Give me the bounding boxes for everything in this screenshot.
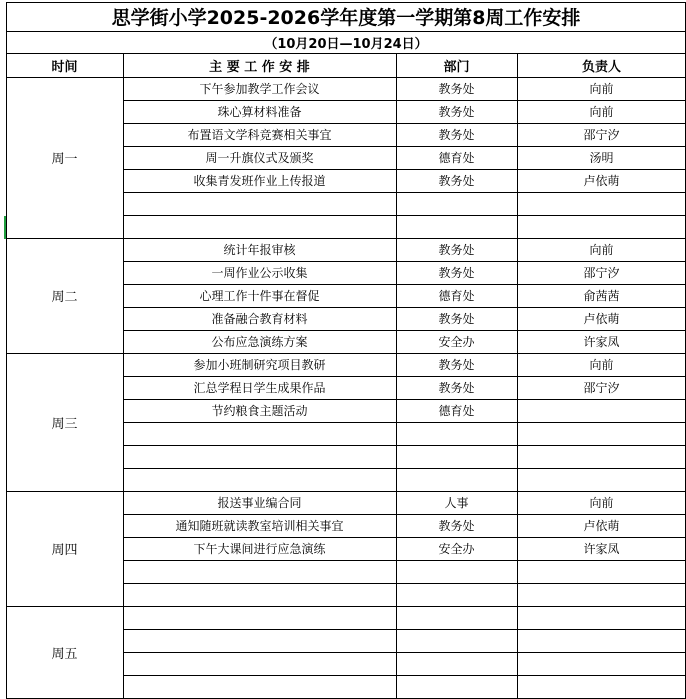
task-cell[interactable]: 一周作业公示收集 xyxy=(211,266,308,280)
owner-cell[interactable]: 卢依萌 xyxy=(583,174,620,188)
task-cell[interactable]: 周一升旗仪式及颁奖 xyxy=(205,151,314,165)
grid-line-horizontal xyxy=(123,399,686,400)
task-cell[interactable]: 节约粮食主题活动 xyxy=(211,404,308,418)
grid-line-horizontal xyxy=(6,491,686,492)
dept-cell[interactable]: 安全办 xyxy=(438,542,475,556)
dept-cell[interactable] xyxy=(396,445,517,468)
owner-cell[interactable]: 邵宁汐 xyxy=(583,381,620,395)
grid-line-horizontal xyxy=(123,146,686,147)
grid-line-vertical xyxy=(123,53,124,698)
grid-line-horizontal xyxy=(123,100,686,101)
dept-cell[interactable]: 教务处 xyxy=(438,82,475,96)
owner-cell[interactable]: 许家凤 xyxy=(583,335,620,349)
owner-cell[interactable] xyxy=(517,675,686,698)
grid-line-horizontal xyxy=(123,376,686,377)
task-cell[interactable] xyxy=(123,652,396,675)
dept-cell[interactable] xyxy=(396,675,517,698)
task-cell[interactable] xyxy=(123,468,396,491)
task-cell[interactable]: 心理工作十件事在督促 xyxy=(199,289,320,303)
dept-cell[interactable]: 教务处 xyxy=(438,174,475,188)
grid-line-vertical xyxy=(396,53,397,698)
day-label-thu[interactable]: 周四 xyxy=(51,543,78,558)
task-cell[interactable]: 收集青发班作业上传报道 xyxy=(193,174,326,188)
sheet-subtitle: （10月20日—10月24日） xyxy=(264,37,428,52)
grid-line-horizontal xyxy=(123,215,686,216)
dept-cell[interactable]: 安全办 xyxy=(438,335,475,349)
owner-cell[interactable]: 俞茜茜 xyxy=(583,289,620,303)
grid-line-horizontal xyxy=(123,675,686,676)
dept-cell[interactable]: 德育处 xyxy=(438,404,475,418)
grid-line-horizontal xyxy=(6,353,686,354)
task-cell[interactable]: 下午大课间进行应急演练 xyxy=(193,542,326,556)
dept-cell[interactable]: 德育处 xyxy=(438,289,475,303)
grid-line-horizontal xyxy=(123,422,686,423)
owner-cell[interactable]: 向前 xyxy=(589,82,614,96)
dept-cell[interactable]: 教务处 xyxy=(438,381,475,395)
task-cell[interactable] xyxy=(123,606,396,629)
owner-cell[interactable] xyxy=(517,422,686,445)
grid-line-horizontal xyxy=(6,2,686,3)
dept-cell[interactable]: 教务处 xyxy=(438,519,475,533)
task-cell[interactable] xyxy=(123,192,396,215)
dept-cell[interactable]: 教务处 xyxy=(438,358,475,372)
grid-line-horizontal xyxy=(123,537,686,538)
grid-line-horizontal xyxy=(123,652,686,653)
grid-line-horizontal xyxy=(123,583,686,584)
task-cell[interactable]: 统计年报审核 xyxy=(223,243,296,257)
dept-cell[interactable] xyxy=(396,629,517,652)
owner-cell[interactable]: 邵宁汐 xyxy=(583,266,620,280)
task-cell[interactable]: 准备融合教育材料 xyxy=(211,312,308,326)
task-cell[interactable]: 布置语文学科竞赛相关事宜 xyxy=(187,128,332,142)
owner-cell[interactable] xyxy=(517,399,686,422)
owner-cell[interactable] xyxy=(517,192,686,215)
dept-cell[interactable]: 教务处 xyxy=(438,266,475,280)
grid-line-vertical xyxy=(6,2,7,698)
owner-cell[interactable] xyxy=(517,629,686,652)
dept-cell[interactable]: 教务处 xyxy=(438,128,475,142)
header-time[interactable]: 时间 xyxy=(51,59,78,75)
owner-cell[interactable]: 邵宁汐 xyxy=(583,128,620,142)
owner-cell[interactable] xyxy=(517,652,686,675)
task-cell[interactable]: 报送事业编合同 xyxy=(217,496,302,510)
owner-cell[interactable] xyxy=(517,468,686,491)
grid-line-vertical xyxy=(517,53,518,698)
task-cell[interactable] xyxy=(123,215,396,238)
owner-cell[interactable] xyxy=(517,560,686,583)
grid-line-horizontal xyxy=(123,261,686,262)
grid-line-horizontal xyxy=(6,606,686,607)
dept-cell[interactable] xyxy=(396,215,517,238)
grid-line-horizontal xyxy=(123,169,686,170)
task-cell[interactable]: 珠心算材料准备 xyxy=(217,105,302,119)
dept-cell[interactable] xyxy=(396,606,517,629)
grid-line-horizontal xyxy=(123,284,686,285)
dept-cell[interactable] xyxy=(396,192,517,215)
owner-cell[interactable]: 向前 xyxy=(589,496,614,510)
task-cell[interactable] xyxy=(123,675,396,698)
dept-cell[interactable]: 教务处 xyxy=(438,312,475,326)
owner-cell[interactable]: 向前 xyxy=(589,358,614,372)
grid-line-horizontal xyxy=(6,53,686,54)
task-cell[interactable]: 汇总学程日学生成果作品 xyxy=(193,381,326,395)
header-task[interactable]: 主 要 工 作 安 排 xyxy=(209,59,310,75)
grid-line-horizontal xyxy=(123,514,686,515)
owner-cell[interactable]: 向前 xyxy=(589,105,614,119)
grid-line-horizontal xyxy=(123,560,686,561)
owner-cell[interactable] xyxy=(517,606,686,629)
grid-line-horizontal xyxy=(123,192,686,193)
task-cell[interactable] xyxy=(123,422,396,445)
task-cell[interactable]: 下午参加教学工作会议 xyxy=(199,82,320,96)
dept-cell[interactable] xyxy=(396,560,517,583)
dept-cell[interactable] xyxy=(396,422,517,445)
task-cell[interactable] xyxy=(123,583,396,606)
dept-cell[interactable] xyxy=(396,468,517,491)
grid-line-horizontal xyxy=(6,77,686,78)
dept-cell[interactable]: 德育处 xyxy=(438,151,475,165)
owner-cell[interactable]: 向前 xyxy=(589,243,614,257)
dept-cell[interactable] xyxy=(396,583,517,606)
grid-line-horizontal xyxy=(6,31,686,32)
task-cell[interactable]: 公布应急演练方案 xyxy=(211,335,308,349)
day-label-tue[interactable]: 周二 xyxy=(51,290,78,305)
owner-cell[interactable] xyxy=(517,215,686,238)
task-cell[interactable] xyxy=(123,629,396,652)
owner-cell[interactable]: 卢依萌 xyxy=(583,519,620,533)
header-owner[interactable]: 负责人 xyxy=(581,59,621,75)
owner-cell[interactable] xyxy=(517,445,686,468)
dept-cell[interactable]: 教务处 xyxy=(438,105,475,119)
grid-line-horizontal xyxy=(6,238,686,239)
owner-cell[interactable]: 汤明 xyxy=(589,151,614,165)
owner-cell[interactable]: 许家凤 xyxy=(583,542,620,556)
task-cell[interactable]: 参加小班制研究项目教研 xyxy=(193,358,326,372)
owner-cell[interactable] xyxy=(517,583,686,606)
task-cell[interactable] xyxy=(123,560,396,583)
header-dept[interactable]: 部门 xyxy=(443,59,470,75)
sheet-title: 思学街小学2025-2026学年度第一学期第8周工作安排 xyxy=(111,6,581,29)
dept-cell[interactable] xyxy=(396,652,517,675)
grid-line-horizontal xyxy=(123,330,686,331)
day-label-wed[interactable]: 周三 xyxy=(51,416,78,432)
grid-line-horizontal xyxy=(123,468,686,469)
task-cell[interactable] xyxy=(123,445,396,468)
grid-line-horizontal xyxy=(123,307,686,308)
owner-cell[interactable]: 卢依萌 xyxy=(583,312,620,326)
grid-line-horizontal xyxy=(123,123,686,124)
day-label-mon[interactable]: 周一 xyxy=(51,152,78,167)
dept-cell[interactable]: 人事 xyxy=(444,496,469,510)
task-cell[interactable]: 通知随班就读教室培训相关事宜 xyxy=(175,519,344,533)
day-label-fri[interactable]: 周五 xyxy=(51,646,78,662)
grid-line-horizontal xyxy=(123,445,686,446)
grid-line-horizontal xyxy=(123,629,686,630)
dept-cell[interactable]: 教务处 xyxy=(438,243,475,257)
